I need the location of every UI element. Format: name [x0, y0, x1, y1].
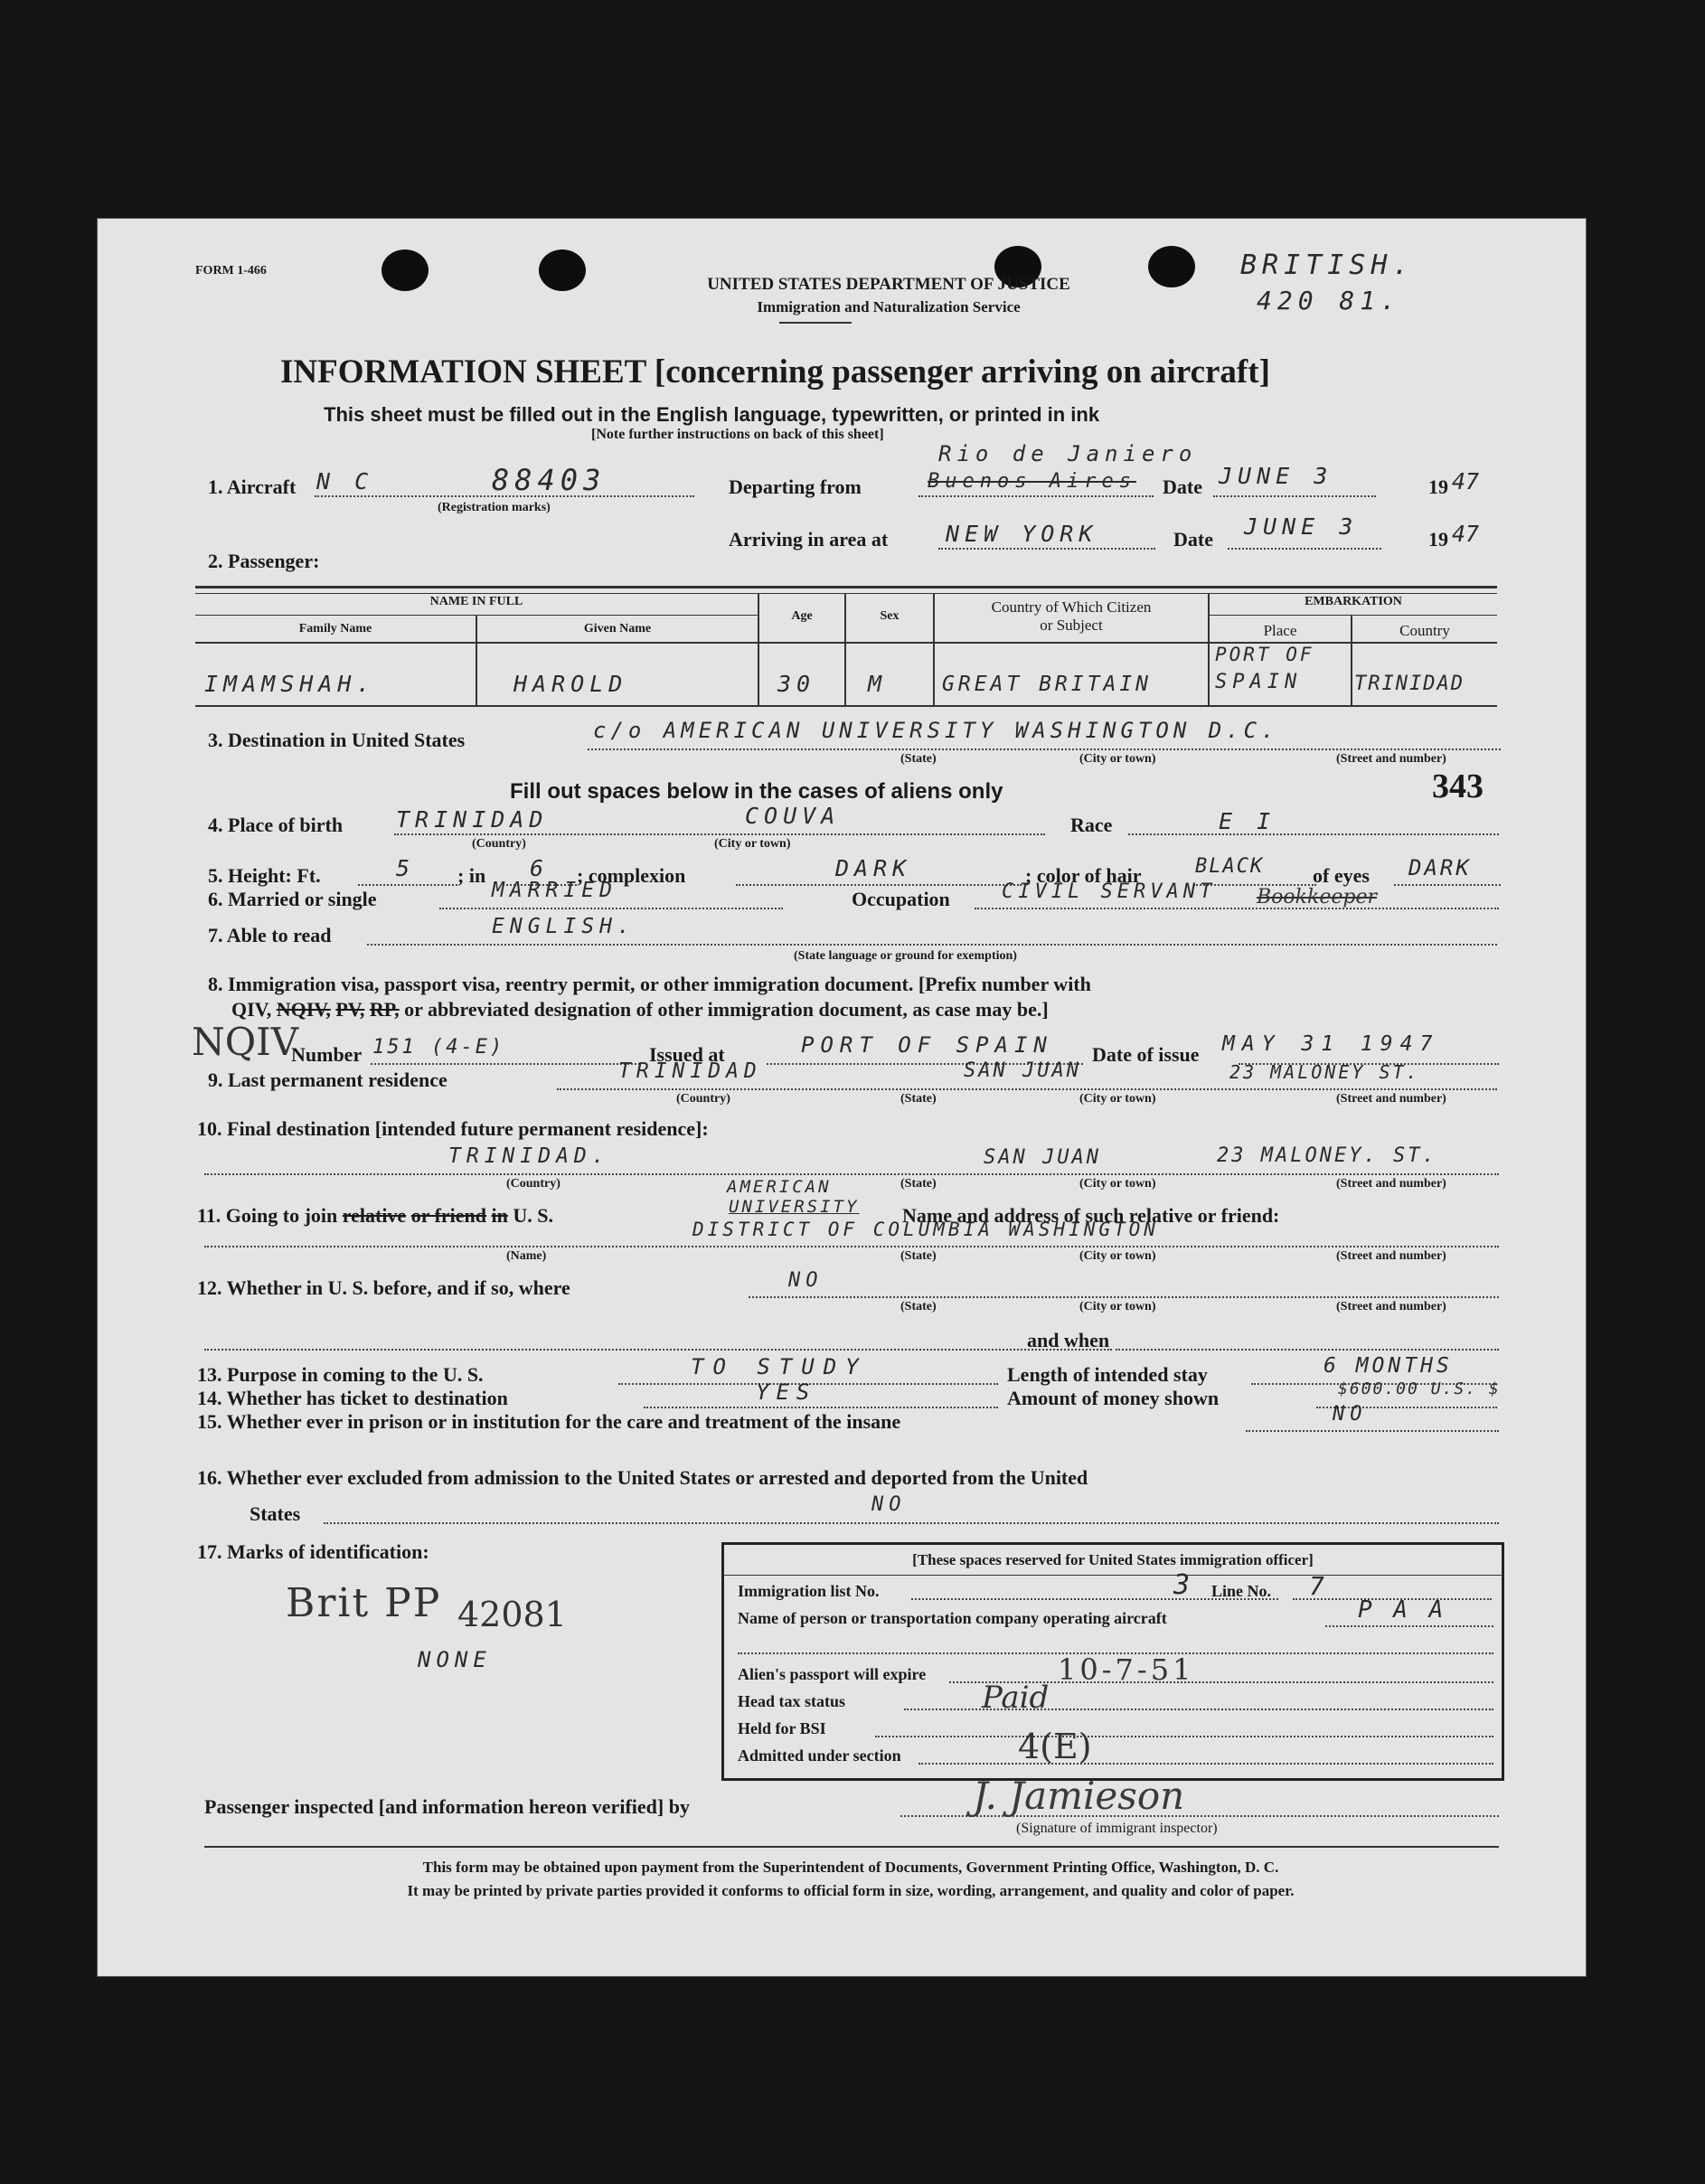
passenger-label: 2. Passenger:: [208, 550, 320, 572]
title-sub: [concerning passenger arriving on aircraft]: [654, 353, 1270, 391]
line-label: Line No.: [1211, 1582, 1272, 1600]
arriving-date: JUNE 3: [1244, 513, 1359, 540]
year-prefix: 19: [1428, 528, 1448, 551]
caption-city: (City or town): [1079, 1177, 1156, 1191]
citizen-of-value: GREAT BRITAIN: [942, 673, 1153, 696]
stay-label: Length of intended stay: [1007, 1363, 1208, 1386]
date-label: Date: [1163, 475, 1202, 498]
caption-name: (Name): [506, 1249, 547, 1263]
caption-state: (State): [900, 1249, 937, 1263]
stay-value: 6 MONTHS: [1323, 1354, 1453, 1378]
caption-street: (Street and number): [1336, 1300, 1446, 1313]
visa-line-2: [231, 998, 1049, 1021]
join-name: UNIVERSITY: [729, 1197, 860, 1217]
header-country: Country: [1399, 622, 1450, 639]
visa-number: 151 (4-E): [372, 1036, 505, 1059]
caption-country: (Country): [506, 1177, 560, 1191]
footer-line-1: This form may be obtained upon payment from the Superintendent of Documents, Government Printing Office, Washington, D. C.: [422, 1859, 1279, 1876]
header-given-name: Given Name: [583, 622, 652, 635]
prison-label: 15. Whether ever in prison or in institution for the care and treatment of the insane: [197, 1410, 901, 1433]
join-label: [197, 1204, 553, 1228]
join-line: [204, 1246, 1499, 1247]
excluded-line-2: States: [250, 1502, 301, 1525]
destination-value: c/o AMERICAN UNIVERSITY WASHINGTON D.C.: [593, 718, 1279, 743]
sex-value: M: [868, 671, 888, 697]
eyes-value: DARK: [1408, 855, 1472, 880]
departing-label: Departing from: [729, 475, 862, 498]
caption-street: (Street and number): [1336, 752, 1446, 766]
complexion-line: [736, 884, 1022, 886]
bsi-label: Held for BSI: [738, 1719, 826, 1737]
header-place: Place: [1263, 622, 1297, 639]
date-label: Date: [1173, 528, 1213, 551]
caption-state: (State): [900, 1177, 937, 1191]
money-label: Amount of money shown: [1007, 1387, 1220, 1409]
service-name: Immigration and Naturalization Service: [757, 298, 1021, 315]
caption-street: (Street and number): [1336, 1177, 1446, 1191]
join-label-us: U. S.: [513, 1204, 553, 1227]
visa-prefix-handwritten: NQIV: [192, 1020, 299, 1064]
visa-designation: or abbreviated designation of other immigration document, as case may be.]: [404, 998, 1049, 1021]
departing-corrected: Rio de Janiero: [938, 441, 1198, 466]
instruction-line: This sheet must be filled out in the English language, typewritten, or printed in ink: [324, 403, 1100, 426]
arriving-line: [938, 548, 1155, 550]
header-family-name: Family Name: [298, 622, 372, 635]
final-country: TRINIDAD.: [448, 1144, 610, 1168]
aircraft-label: 1. Aircraft: [208, 475, 297, 498]
birth-country: TRINIDAD: [396, 806, 549, 833]
tax-label: Head tax status: [738, 1692, 846, 1710]
inches-value: 6: [530, 855, 550, 881]
punch-hole: [539, 249, 586, 291]
aircraft-prefix: N C: [316, 468, 374, 494]
married-label: 6. Married or single: [208, 888, 377, 910]
passport-label: Alien's passport will expire: [738, 1665, 927, 1683]
divider: [779, 322, 852, 324]
before-label: 12. Whether in U. S. before, and if so, where: [197, 1276, 570, 1299]
caption-city: (City or town): [1079, 1300, 1156, 1313]
married-line: [439, 908, 783, 909]
visa-rp: RP,: [369, 998, 400, 1021]
caption-language: (State language or ground for exemption): [794, 949, 1017, 963]
header-country-citizen: Country of Which Citizen: [991, 598, 1152, 616]
caption-city: (City or town): [1079, 1092, 1156, 1106]
hair-label: ; color of hair: [1025, 864, 1142, 887]
residence-label: 9. Last permanent residence: [208, 1068, 447, 1091]
given-name-value: HAROLD: [513, 671, 628, 697]
officer-heading: [These spaces reserved for United States immigration officer]: [912, 1551, 1314, 1568]
married-value: MARRIED: [492, 879, 617, 902]
read-value: ENGLISH.: [492, 915, 636, 938]
caption-city: (City or town): [714, 837, 791, 851]
stamp-number: 343: [1432, 767, 1484, 805]
final-label: 10. Final destination [intended future permanent residence]:: [197, 1117, 709, 1140]
birth-label: 4. Place of birth: [208, 814, 344, 836]
read-label: 7. Able to read: [208, 924, 332, 946]
aircraft-number: 88403: [492, 463, 607, 497]
departing-date: JUNE 3: [1219, 463, 1333, 489]
visa-number-line: [371, 1063, 640, 1065]
title-main: INFORMATION SHEET: [280, 353, 646, 391]
feet-line: [358, 884, 457, 886]
embark-place-value: SPAIN: [1215, 671, 1303, 693]
before-when-line: [204, 1349, 1112, 1351]
passport-value: 10-7-51: [1058, 1652, 1195, 1687]
visa-pv: PV,: [335, 998, 365, 1021]
purpose-value: TO STUDY: [691, 1354, 868, 1379]
caption-country: (Country): [676, 1092, 730, 1106]
final-street: 23 MALONEY. ST.: [1217, 1144, 1437, 1167]
destination-line: [588, 748, 1501, 750]
footer-line-2: It may be printed by private parties provided it conforms to official form in size, wording, arrangement, and quality and color of paper.: [407, 1882, 1295, 1899]
header-name-in-full: NAME IN FULL: [429, 595, 523, 608]
corner-annotation: BRITISH.: [1240, 249, 1415, 281]
eyes-line: [1394, 884, 1501, 886]
read-line: [367, 944, 1497, 946]
year-prefix: 19: [1428, 475, 1448, 498]
excluded-line: [324, 1522, 1499, 1524]
form-title: [280, 353, 1270, 391]
feet-value: 5: [396, 855, 416, 881]
note-line: [Note further instructions on back of this sheet]: [591, 427, 884, 442]
divider: [204, 1846, 1499, 1848]
caption-city: (City or town): [1079, 1249, 1156, 1263]
departing-original: Buenos Aires: [928, 470, 1136, 493]
eyes-label: of eyes: [1313, 864, 1370, 887]
occupation-line: [975, 908, 1499, 909]
occupation-value: CIVIL SERVANT: [1002, 880, 1217, 903]
caption-street: (Street and number): [1336, 1249, 1446, 1263]
join-label-f: Name and address of such relative or friend:: [902, 1204, 1280, 1227]
embark-place-value: PORT OF: [1215, 644, 1314, 665]
header-sex: Sex: [880, 609, 900, 623]
departing-year: 47: [1452, 468, 1480, 494]
excluded-value: NO: [871, 1493, 907, 1516]
date-line: [1213, 495, 1376, 497]
caption-state: (State): [900, 1092, 937, 1106]
signature-caption: (Signature of immigrant inspector): [1016, 1821, 1218, 1836]
marks-value: NONE: [418, 1647, 492, 1672]
destination-label: 3. Destination in United States: [208, 729, 466, 751]
inspector-signature: J. Jamieson: [973, 1774, 1185, 1818]
caption-city: (City or town): [1079, 752, 1156, 766]
caption-state: (State): [900, 1300, 937, 1313]
visa-line-1: 8. Immigration visa, passport visa, reentry permit, or other immigration document. [Prefix number with: [208, 973, 1091, 995]
inspection-label: Passenger inspected [and information hereon verified] by: [204, 1795, 690, 1818]
admitted-value: 4(E): [1018, 1727, 1092, 1766]
admitted-label: Admitted under section: [738, 1746, 901, 1765]
when-line: [1116, 1349, 1499, 1351]
and-when-label: and when: [1027, 1329, 1110, 1351]
date-line: [1228, 548, 1381, 550]
registration-caption: (Registration marks): [438, 501, 551, 514]
join-label-friend: or friend: [410, 1204, 487, 1227]
join-label-in: in: [491, 1204, 508, 1227]
height-label: 5. Height: Ft.: [208, 864, 321, 887]
residence-country: TRINIDAD: [618, 1059, 762, 1083]
family-name-value: IMAMSHAH.: [204, 671, 376, 697]
embark-country-value: TRINIDAD: [1354, 673, 1465, 695]
hair-value: BLACK: [1195, 855, 1265, 878]
occupation-note: Bookkeeper: [1257, 886, 1377, 908]
age-value: 30: [777, 671, 816, 697]
corner-annotation: 420 81.: [1257, 286, 1402, 315]
aliens-heading: Fill out spaces below in the cases of aliens only: [510, 779, 1003, 804]
divider: [723, 1575, 1502, 1576]
visa-nqiv: NQIV,: [276, 998, 331, 1021]
visa-qiv: QIV,: [231, 998, 272, 1021]
ticket-line: [644, 1407, 998, 1408]
header-embarkation: EMBARKATION: [1305, 595, 1402, 608]
visa-number-label: Number: [291, 1043, 363, 1066]
join-address: DISTRICT OF COLUMBIA WASHINGTON: [692, 1219, 1159, 1240]
operator-line: [1325, 1625, 1493, 1627]
join-label-relative: relative: [342, 1204, 407, 1227]
line-value: 7: [1309, 1571, 1324, 1601]
ticket-value: YES: [756, 1379, 817, 1405]
join-name: AMERICAN: [727, 1177, 832, 1197]
residence-line: [557, 1088, 1497, 1090]
marks-note: 42081: [457, 1595, 567, 1634]
purpose-label: 13. Purpose in coming to the U. S.: [197, 1363, 484, 1386]
arriving-year: 47: [1452, 521, 1480, 547]
tax-value: Paid: [982, 1680, 1050, 1716]
list-label: Immigration list No.: [738, 1582, 880, 1600]
document-sheet: [98, 219, 1586, 1976]
punch-hole: [382, 249, 429, 291]
before-value: NO: [788, 1269, 824, 1292]
join-label-a: 11. Going to join: [197, 1204, 338, 1227]
header-country-citizen: or Subject: [1040, 617, 1103, 634]
bsi-line: [875, 1736, 1493, 1737]
form-number: FORM 1-466: [195, 264, 267, 278]
race-line: [1128, 833, 1499, 835]
final-line: [204, 1173, 1499, 1175]
race-value: E I: [1219, 808, 1276, 834]
ticket-label: 14. Whether has ticket to destination: [197, 1387, 508, 1409]
complexion-label: ; complexion: [577, 864, 686, 887]
race-label: Race: [1070, 814, 1113, 836]
issue-date-label: Date of issue: [1092, 1043, 1200, 1066]
list-value: 3: [1173, 1569, 1191, 1601]
residence-city: SAN JUAN: [964, 1059, 1081, 1082]
caption-country: (Country): [472, 837, 526, 851]
complexion-value: DARK: [835, 855, 912, 881]
money-value: $600.00 U.S. $: [1338, 1379, 1501, 1398]
prison-line: [1246, 1430, 1499, 1432]
prison-value: NO: [1333, 1403, 1368, 1426]
marks-label: 17. Marks of identification:: [197, 1540, 429, 1563]
issued-label: Issued at: [649, 1043, 725, 1066]
arriving-place: NEW YORK: [946, 521, 1098, 547]
admitted-line: [918, 1763, 1493, 1765]
final-city: SAN JUAN: [984, 1146, 1101, 1169]
agency-name: UNITED STATES DEPARTMENT OF JUSTICE: [707, 275, 1070, 294]
caption-state: (State): [900, 752, 937, 766]
operator-label: Name of person or transportation company operating aircraft: [738, 1609, 1167, 1627]
operator-value: P A A: [1358, 1596, 1447, 1624]
before-line: [749, 1296, 1499, 1298]
marks-note: Brit PP: [286, 1580, 442, 1626]
birth-line: [394, 833, 1045, 835]
birth-city: COUVA: [745, 803, 841, 829]
inches-label: ; in: [457, 864, 486, 887]
residence-street: 23 MALONEY ST.: [1229, 1061, 1420, 1083]
issued-value: PORT OF SPAIN: [801, 1032, 1053, 1058]
occupation-label: Occupation: [852, 888, 950, 910]
header-age: Age: [791, 609, 813, 623]
arriving-label: Arriving in area at: [729, 528, 889, 551]
caption-street: (Street and number): [1336, 1092, 1446, 1106]
departing-line: [918, 495, 1154, 497]
issue-date-value: MAY 31 1947: [1222, 1032, 1440, 1056]
excluded-line-1: 16. Whether ever excluded from admission to the United States or arrested and deported from the United: [197, 1466, 1088, 1489]
